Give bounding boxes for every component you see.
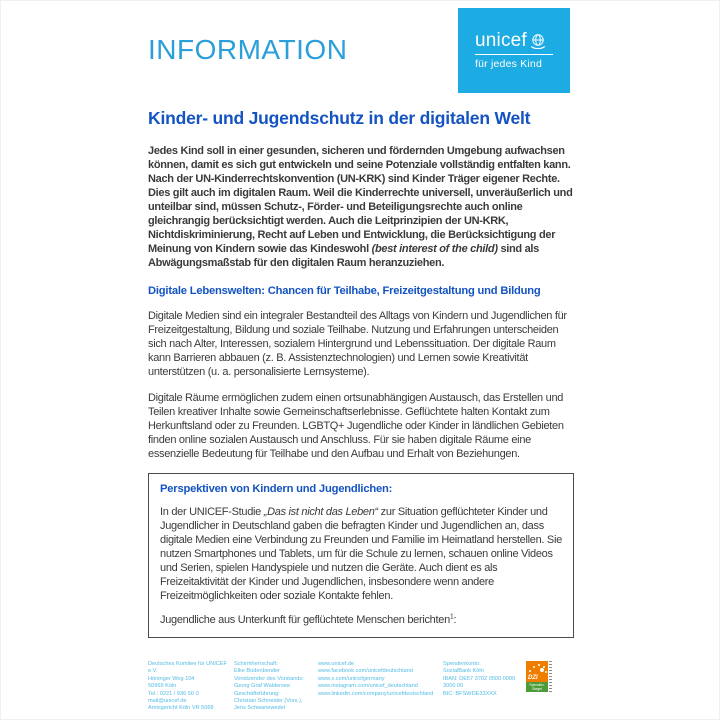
dzi-seal-label: Spenden-Siegel — [526, 682, 548, 692]
intro-text-1: Jedes Kind soll in einer gesunden, sicheren und fördernden Umgebung aufwachsen können, damit es sich gut entwickeln und seine Potenziale vollständig entfalten kann. Nach der UN-Kinderrechtskonvention (UN-KRK) sind Kinder Träger eigener Rechte. Dies gilt auch im digitalen Raum. Weil die Kinderrechte universell, unveräußerlich und unteilbar sind, müssen Schutz-, Förder- und Beteiligungsrechte auch online gleichrangig berücksichtigt werden. Auch die Leitprinzipien der UN-KRK, Nichtdiskriminierung, Recht auf Leben und Entwicklung, die Berücksichtigung der Meinung von Kindern sowie das Kindeswohl — [148, 145, 573, 255]
perspectives-box — [148, 473, 574, 638]
unicef-globe-icon — [530, 33, 546, 49]
footer-phone: Tel.: 0221 / 936 50 0 — [148, 690, 199, 697]
footer-donation-column — [443, 661, 526, 713]
perspectives-box-heading: Perspektiven von Kindern und Jugendlichen: — [160, 483, 393, 495]
perspectives-box-closing-line — [160, 613, 562, 627]
unicef-logo — [475, 31, 553, 70]
section-paragraph-1: Digitale Medien sind ein integraler Bestandteil des Alltags von Kindern und Jugendlichen für Freizeitgestaltung, Bildung und soziale Teilhabe. Nutzung und Erfahrungen unterscheiden sich nach Alter, Interessen, sozialem Hintergrund und Lebenssituation. Der digitale Raum kann Barrieren abbauen (z. B. Assistenztechnologien) und Lernen sowie Kreativität unterstützen (u. a. personalisierte Lernsysteme). — [148, 310, 567, 378]
footer-bic: BIC: BFSWDE33XXX — [443, 690, 497, 697]
unicef-logo-box — [458, 8, 570, 93]
footer-register: Amtsgericht Köln VR 5068 — [148, 705, 214, 712]
footer-city: 50969 Köln — [148, 683, 177, 690]
footer-link-website[interactable]: www.unicef.de — [318, 661, 355, 667]
box-text-2: zur Situation geflüchteter Kinder und Jugendlicher in Deutschland gaben die befragten Kinder und Jugendlichen an, dass digitale Medien eine Verbindung zu Freunden und Familie im Heimatland herstellen. Sie nutzen Smartphones und Tablets, um für die Schule zu lernen, schauen online Videos und Serien, spielen Handyspiele und nutzen die Geräte. Auch dient es als Freizeitaktivität der Kinder und Jugendlichen, insbesondere wenn andere Freizeitmöglichkeiten oder soziale Kontakte fehlen. — [160, 506, 562, 602]
footer-patron-name: Elke Büdenbender — [234, 668, 281, 675]
section-heading-digitale-lebenswelten: Digitale Lebenswelten: Chancen für Teilhabe, Freizeitgestaltung und Bildung — [148, 285, 541, 297]
closing-line-colon: : — [453, 614, 457, 626]
footer-board-column — [234, 661, 318, 713]
footer-address-column — [148, 661, 234, 713]
footer-donation-label: Spendenkonto: — [443, 661, 481, 667]
box-text-1: In der UNICEF-Studie — [160, 506, 264, 518]
dzi-spenden-siegel — [526, 661, 552, 692]
footer-link-instagram[interactable]: www.instagram.com/unicef_deutschland — [318, 683, 418, 690]
footer-manager-2: Jens Schwanewedel — [234, 705, 285, 712]
page-title: Kinder- und Jugendschutz in der digitalen Welt — [148, 108, 531, 128]
intro-text-2: sind als Abwägungsmaßstab für den digitalen Raum heranzuziehen. — [148, 243, 540, 269]
dzi-seal-side-text — [549, 661, 552, 692]
document-body — [148, 108, 574, 638]
intro-paragraph — [148, 144, 574, 270]
closing-line-text: Jugendliche aus Unterkunft für geflüchtete Menschen berichten — [160, 614, 450, 626]
dzi-seal-wordmark: DZI — [528, 675, 538, 681]
footer-links-column — [318, 661, 443, 713]
unicef-wordmark: unicef — [475, 30, 527, 51]
footer-chair-label: Vorsitzender des Vorstands: — [234, 675, 304, 682]
footer-iban: IBAN: DE57 3702 0500 0000 3000 00 — [443, 675, 516, 690]
footer-link-linkedin[interactable]: www.linkedin.com/company/unicefdeutschland — [318, 690, 434, 697]
footer-email-link[interactable]: mail@unicef.de — [148, 698, 187, 705]
intro-italic-phrase: (best interest of the child) — [371, 243, 498, 255]
footer-manager-1: Christian Schneider (Vors.), — [234, 698, 303, 705]
footer-org-name: Deutsches Komitee für UNICEF e.V. — [148, 661, 227, 675]
footnote-marker: 1 — [449, 613, 454, 621]
unicef-tagline: für jedes Kind — [475, 58, 543, 70]
footer-link-x[interactable]: www.x.com/unicefgermany — [318, 675, 385, 682]
dzi-seal-dots — [529, 670, 531, 672]
footer-link-facebook[interactable]: www.facebook.com/unicefdeutschland — [318, 668, 413, 675]
footer-patronage-label: Schirmherrschaft: — [234, 661, 278, 667]
dzi-seal-orange-field — [526, 661, 548, 682]
footer-street: Höninger Weg 104 — [148, 675, 195, 682]
perspectives-box-paragraph — [160, 505, 562, 603]
document-kicker: INFORMATION — [148, 34, 348, 65]
footer-bank-name: SozialBank Köln — [443, 668, 484, 675]
footer-management-label: Geschäftsführung: — [234, 690, 280, 697]
section-paragraph-2: Digitale Räume ermöglichen zudem einen ortsunabhängigen Austausch, das Erstellen und Teilen kreativer Inhalte sowie Gemeinschaftserlebnisse. Geflüchtete halten Kontakt zum Herkunftsland oder zu Freunden. LGBTQ+ Jugendliche oder Kinder in ländlichen Gebieten finden online sozialen Austausch und Anschluss. Für sie haben digitale Räume eine essenzielle Bedeutung für Teilhabe und den Aufbau und Erhalt von Beziehungen. — [148, 392, 564, 460]
study-title-italic: „Das ist nicht das Leben“ — [263, 506, 378, 518]
footer-imprint — [148, 661, 572, 713]
logo-divider — [475, 54, 553, 55]
footer-chair-name: Georg Graf Waldersee — [234, 683, 291, 690]
